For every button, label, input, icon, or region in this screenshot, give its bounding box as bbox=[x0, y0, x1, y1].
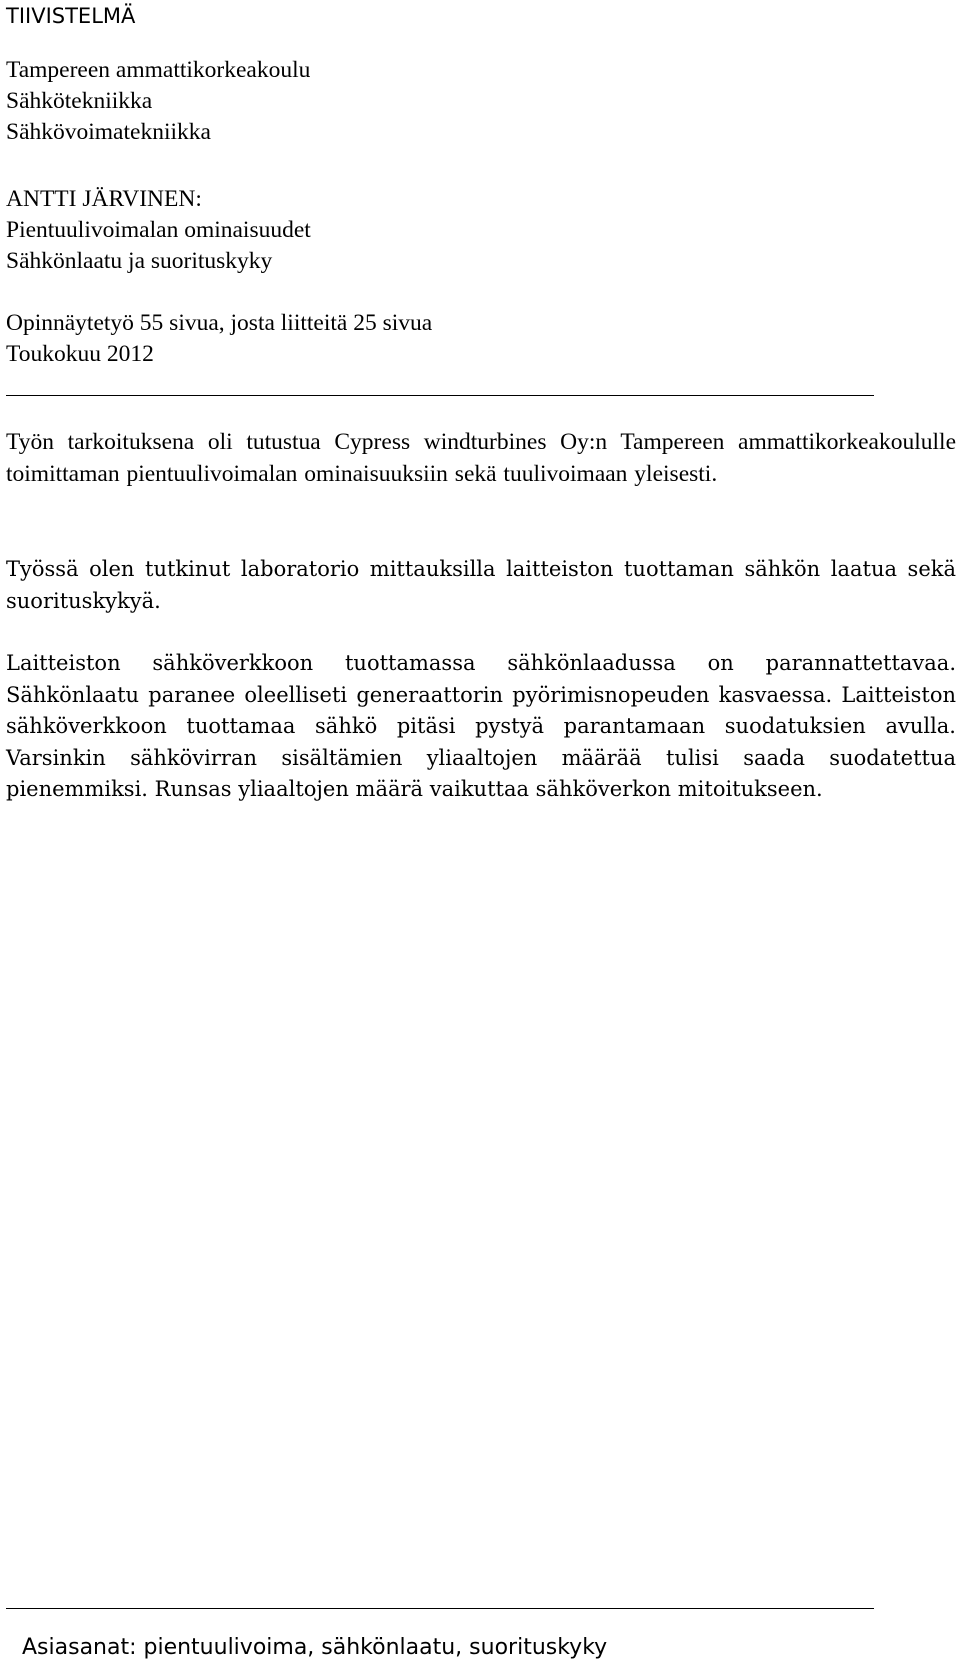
specialization: Sähkövoimatekniikka bbox=[6, 119, 211, 145]
degree-programme: Sähkötekniikka bbox=[6, 88, 153, 114]
abstract-paragraph-lab: Työssä olen tutkinut laboratorio mittauksilla laitteiston tuottaman sähkön laatua sekä suorituskykyä. bbox=[6, 557, 956, 613]
page-heading: TIIVISTELMÄ bbox=[6, 4, 136, 28]
thesis-subtitle: Sähkönlaatu ja suorituskyky bbox=[6, 248, 273, 274]
thesis-date: Toukokuu 2012 bbox=[6, 341, 154, 367]
author-block bbox=[6, 184, 311, 277]
abstract-paragraph-intro: Työn tarkoituksena oli tutustua Cypress windturbines Oy:n Tampereen ammattikorkeakoululle toimittaman pientuulivoimalan ominaisuuksiin sekä tuulivoimaan yleisesti. bbox=[6, 429, 956, 487]
school-name: Tampereen ammattikorkeakoulu bbox=[6, 57, 311, 83]
page-count: Opinnäytetyö 55 sivua, josta liitteitä 25 sivua bbox=[6, 310, 433, 336]
abstract-paragraph-results: Laitteiston sähköverkkoon tuottamassa sähkönlaadussa on parannattettavaa. Sähkönlaatu paranee oleelliseti generaattorin pyörimisnopeuden kasvaessa. Laitteiston sähköverkkoon tuottamaa sähkö pitäsi pystyä parantamaan suodatuksien avulla. Varsinkin sähkövirran sisältämien yliaaltojen määrää tulisi saada suodatettua pienemmiksi. Runsas yliaaltojen määrä vaikuttaa sähköverkon mitoitukseen. bbox=[6, 651, 956, 801]
author-name: ANTTI JÄRVINEN: bbox=[6, 186, 202, 212]
thesis-info-block bbox=[6, 308, 432, 370]
top-divider bbox=[6, 395, 874, 396]
organization-block bbox=[6, 55, 310, 148]
bottom-divider bbox=[6, 1608, 874, 1609]
keywords: Asiasanat: pientuulivoima, sähkönlaatu, suorituskyky bbox=[22, 1635, 608, 1660]
thesis-title: Pientuulivoimalan ominaisuudet bbox=[6, 217, 311, 243]
